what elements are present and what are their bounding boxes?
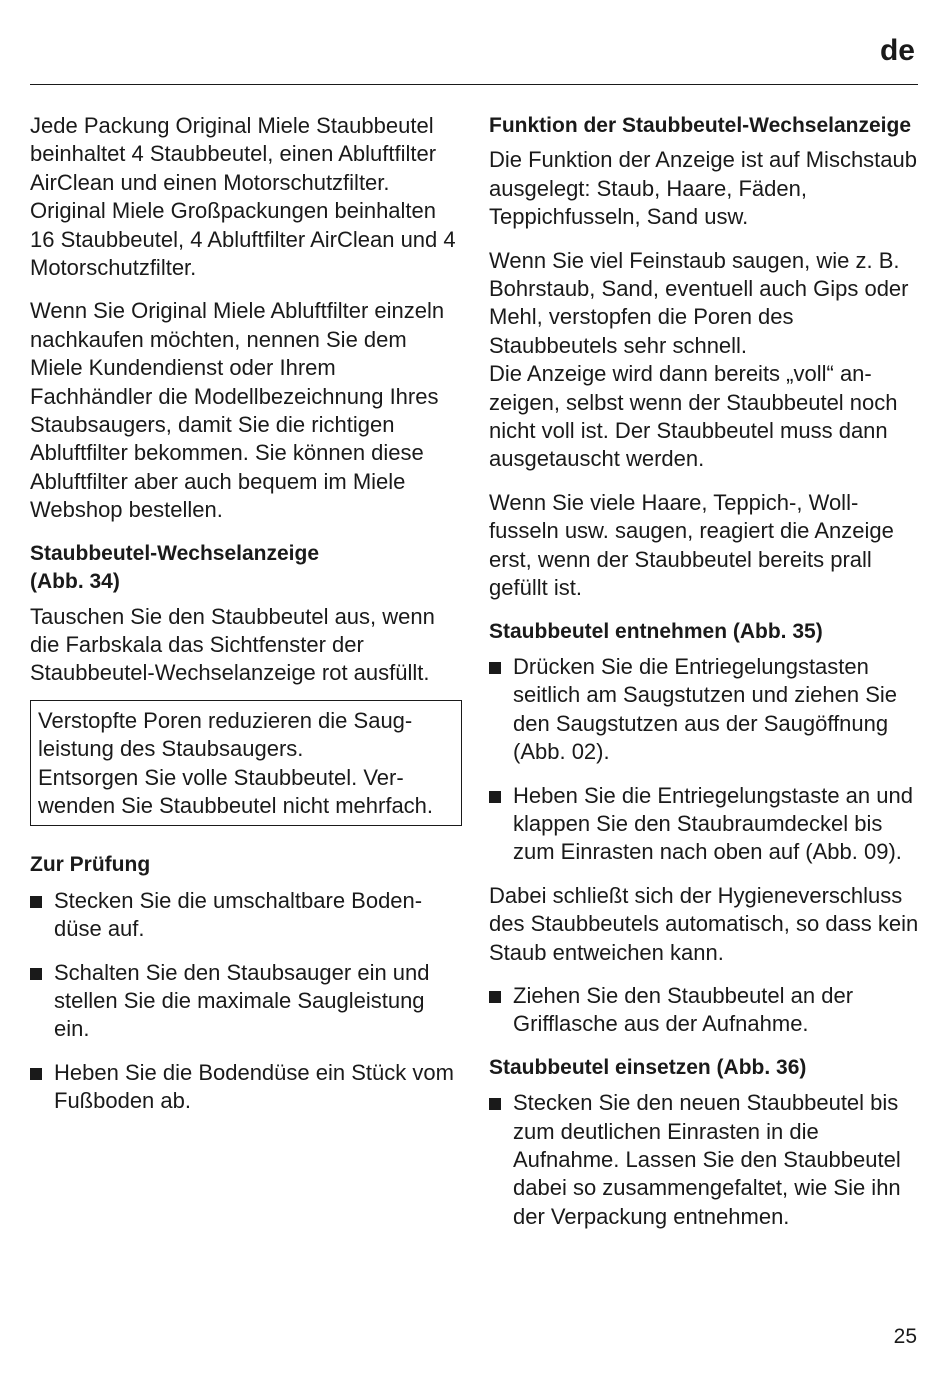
bullet-square-icon [30,887,54,944]
notice-box [30,700,462,827]
list-item [30,887,462,944]
bullet-square-icon [489,982,513,1039]
list-item-text: Heben Sie die Entriegelungstaste an und klappen Sie den Staubraumdeckel bis zum Einrasten nach oben auf (Abb. 09). [513,782,913,865]
package-contents-paragraph: Jede Packung Original Miele Staubbeutel beinhaltet 4 Staubbeutel, einen Abluftfilter AirClean und einen Motorschutzfilter. Original Miele Großpackungen beinhalten 16 Staubbeutel, 4 Abluftfilter AirClean und 4 Motorschutzfilter. [30,113,456,281]
replace-bag-paragraph: Tauschen Sie den Staubbeutel aus, wenn die Farbskala das Sichtfenster der Staubbeutel-Wechselanzeige rot ausfüllt. [30,603,435,686]
list-item [30,959,462,1044]
bullet-square-icon [489,782,513,867]
list-item-text: Stecken Sie die umschaltbare Bodendüse auf. [54,887,423,942]
function-paragraph: Die Funktion der Anzeige ist auf Mischstaub ausgelegt: Staub, Haare, Fäden, Teppichfusseln, Sand usw. [489,147,918,230]
list-item-text: Heben Sie die Bodendüse ein Stück vom Fußboden ab. [54,1059,454,1114]
section-heading-remove: Staubbeutel entnehmen (Abb. 35) [489,619,823,643]
list-item [489,653,919,767]
bullet-square-icon [30,1059,54,1116]
notice-text-1: Verstopfte Poren reduzieren die Saugleistung des Staubsaugers. [38,707,413,762]
full-indicator-paragraph: Die Anzeige wird dann bereits „voll“ anzeigen, selbst wenn der Staubbeutel noch nicht voll ist. Der Staubbeutel muss dann ausgetauscht werden. [489,361,898,472]
section-heading-insert: Staubbeutel einsetzen (Abb. 36) [489,1055,807,1079]
left-column [30,112,462,1131]
page-number: 25 [893,1325,917,1348]
section-heading-check: Zur Prüfung [30,853,151,877]
bullet-square-icon [489,1089,513,1231]
bullet-square-icon [30,959,54,1044]
hygiene-seal-paragraph: Dabei schließt sich der Hygieneverschluss des Staubbeutels automatisch, so dass kein Staub entweichen kann. [489,882,919,965]
list-item-text: Stecken Sie den neuen Staubbeutel bis zum deutlichen Einrasten in die Aufnahme. Lassen Sie den Staubbeutel dabei so zusammengefaltet, wie Sie ihn der Verpackung entnehmen. [513,1090,901,1229]
section-heading-function: Funktion der Staubbeutel-Wechselanzeige [489,114,912,137]
header-rule [30,84,918,85]
list-item-text: Ziehen Sie den Staubbeutel an der Grifflasche aus der Aufnahme. [513,982,854,1037]
hair-paragraph: Wenn Sie viele Haare, Teppich-, Wollfusseln usw. saugen, reagiert die Anzeige erst, wenn der Staubbeutel bereits prall gefüllt ist. [489,489,894,601]
notice-text-2: Entsorgen Sie volle Staubbeutel. Verwenden Sie Staubbeutel nicht mehrfach. [38,764,434,818]
list-item-text: Schalten Sie den Staubsauger ein und stellen Sie die maximale Saugleistung ein. [54,959,430,1042]
section-heading-indicator [30,540,462,597]
language-code: de [879,34,915,67]
list-item [489,1089,919,1231]
list-item-text: Drücken Sie die Entriegelungstasten seitlich am Saugstutzen und ziehen Sie den Saugstutzen aus der Saugöffnung (Abb. 02). [513,653,898,765]
right-column [489,112,919,1246]
heading-line-2: (Abb. 34) [30,570,120,594]
list-item [489,782,919,867]
fine-dust-paragraph: Wenn Sie viel Feinstaub saugen, wie z. B. Bohrstaub, Sand, eventuell auch Gips oder Mehl, verstopfen die Poren des Staubbeutels sehr schnell. [489,247,909,358]
bullet-square-icon [489,653,513,767]
heading-line-1: Staubbeutel-Wechselanzeige [30,541,320,565]
filter-reorder-paragraph: Wenn Sie Original Miele Abluftfilter einzeln nachkaufen möchten, nennen Sie dem Miele Kundendienst oder Ihrem Fachhändler die Modellbezeichnung Ihres Staubsaugers, damit Sie die richtigen Abluftfilter bekommen. Sie können diese Abluftfilter aber auch bequem im Miele Webshop bestellen. [30,298,445,523]
list-item [489,982,919,1039]
list-item [30,1059,462,1116]
